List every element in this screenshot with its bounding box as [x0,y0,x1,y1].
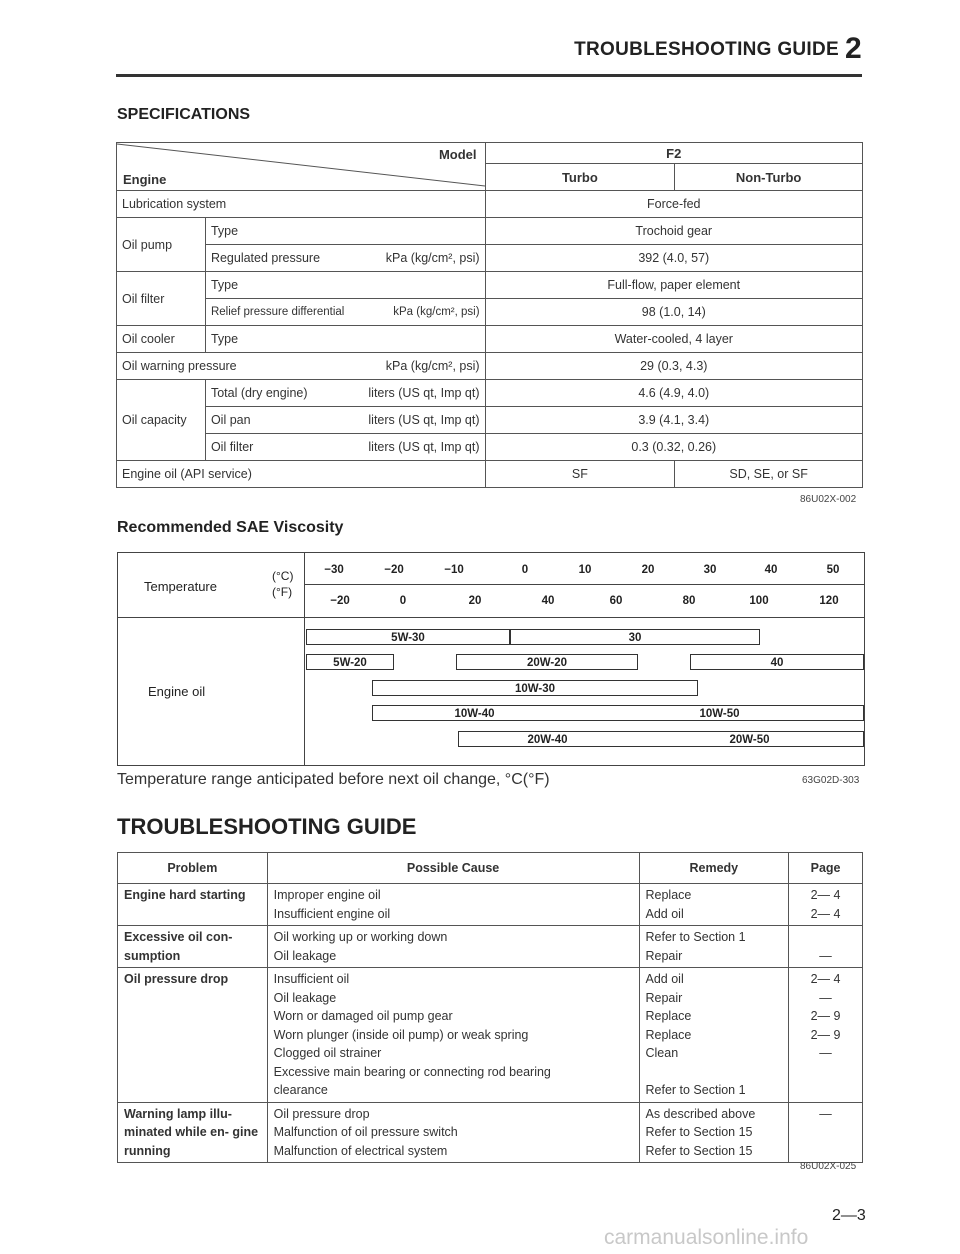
capacity-filter-value: 0.3 (0.32, 0.26) [485,434,862,461]
page-line: 2— 4 [810,888,841,902]
cause-line: Worn or damaged oil pump gear [273,1009,453,1023]
watermark: carmanualsonline.info [604,1226,809,1249]
temperature-label: Temperature [144,579,217,594]
corner-model-label: Model [438,147,477,162]
cause-line: Oil leakage [273,990,337,1005]
problem-cell: Oil pressure drop [118,968,268,1103]
tick-c: 0 [521,564,529,576]
page-header [574,32,862,66]
grade-band: 5W-20 [306,654,394,670]
section-number: 2 [845,32,862,65]
remedy-line: Refer to Section 1 [645,1083,746,1097]
remedy-line: Repair [645,948,683,963]
engine-oil-turbo: SF [485,461,675,488]
reg-label: Regulated pressure [210,251,321,265]
table-row [118,968,863,1103]
remedy-line: Add oil [645,906,684,921]
page-number: 2—3 [832,1207,866,1224]
problem-cell: Warning lamp illu- minated while en- gine running [118,1102,268,1163]
cause-cell [267,926,639,968]
tick-c: 40 [764,564,778,576]
tick-f: 0 [399,595,407,607]
page-line: 2— 4 [810,906,841,921]
header-title: TROUBLESHOOTING GUIDE [574,39,839,60]
remedy-line: Refer to Section 15 [645,1125,753,1139]
cause-line: Worn plunger (inside oil pump) or weak spring [273,1027,529,1042]
warning-label: Oil warning pressure [122,359,237,373]
cause-line: Malfunction of oil pressure switch [273,1125,458,1139]
regulated-pressure-value: 392 (4.0, 57) [485,245,862,272]
capacity-total-label [205,380,485,407]
remedy-cell [639,968,789,1103]
tick-f: −20 [330,595,350,607]
tick-c: 50 [826,564,840,576]
header-rule [116,74,862,77]
oil-filter-type-value: Full-flow, paper element [485,272,862,299]
grade-band: 40 [690,654,864,670]
page-line: — [819,1106,832,1121]
reg-unit: kPa (kg/cm², psi) [385,251,480,265]
tick-c: 10 [578,564,592,576]
remedy-line: Refer to Section 15 [645,1143,753,1158]
engine-oil-nonturbo: SD, SE, or SF [675,461,863,488]
problem-cell: Excessive oil con- sumption [118,926,268,968]
capacity-filter-name: Oil filter [210,440,254,454]
remedy-line: Add oil [645,972,684,986]
remedy-cell [639,1102,789,1163]
remedy-line: Replace [645,888,692,902]
tick-c: −30 [324,564,344,576]
page-line: — [819,990,832,1005]
capacity-filter-unit: liters (US qt, Imp qt) [368,440,480,454]
oil-pump-type-value: Trochoid gear [485,218,862,245]
col-cause: Possible Cause [267,853,639,884]
oil-capacity-group: Oil capacity [117,380,206,461]
cause-cell [267,968,639,1103]
corner-diagonal [117,143,485,187]
capacity-total-unit: liters (US qt, Imp qt) [368,386,480,400]
cause-line: Clogged oil strainer [273,1046,382,1060]
remedy-line: As described above [645,1106,756,1121]
remedy-line: Repair [645,990,683,1005]
warning-unit: kPa (kg/cm², psi) [385,359,480,373]
grade-band: 20W-50 [636,731,864,747]
page-line: 2— 4 [810,972,841,986]
viscosity-heading: Recommended SAE Viscosity [117,519,344,536]
grade-band: 30 [510,629,760,645]
engine-oil-chart-label: Engine oil [148,684,206,699]
capacity-filter-label [205,434,485,461]
cause-line: Insufficient oil [273,972,350,986]
nonturbo-header: Non-Turbo [675,164,863,191]
table-row [118,926,863,968]
specifications-table [116,142,863,488]
viscosity-code: 63G02D-303 [802,775,860,786]
tick-f: 20 [468,595,482,607]
capacity-total-value: 4.6 (4.9, 4.0) [485,380,862,407]
grade-band: 10W-50 [576,705,864,721]
page-cell [789,1102,863,1163]
relief-unit: kPa (kg/cm², psi) [393,306,480,318]
tick-f: 120 [819,595,839,607]
capacity-pan-unit: liters (US qt, Imp qt) [368,413,480,427]
corner-engine-label: Engine [123,172,167,187]
table-corner [117,143,486,191]
lubrication-value: Force-fed [485,191,862,218]
unit-celsius: (°C) [272,569,294,583]
oil-pump-type-label: Type [205,218,485,245]
oil-pump-group: Oil pump [117,218,206,272]
tick-f: 40 [541,595,555,607]
engine-oil-label: Engine oil (API service) [117,461,486,488]
cause-line: Malfunction of electrical system [273,1143,448,1158]
page-line: 2— 9 [810,1027,841,1042]
tick-f: 80 [682,595,696,607]
relief-label: Relief pressure differential [210,306,345,318]
tick-f: 60 [609,595,623,607]
col-remedy: Remedy [639,853,789,884]
lubrication-label: Lubrication system [117,191,486,218]
table-row [118,1102,863,1163]
tick-c: −10 [444,564,464,576]
unit-fahrenheit: (°F) [272,585,293,599]
cause-cell [267,1102,639,1163]
oil-cooler-group: Oil cooler [117,326,206,353]
oil-filter-group: Oil filter [117,272,206,326]
remedy-line: Clean [645,1046,679,1060]
grade-band: 10W-40 [372,705,576,721]
page-cell [789,926,863,968]
col-page: Page [789,853,863,884]
cause-line: Improper engine oil [273,888,381,902]
tick-c: 20 [641,564,655,576]
viscosity-caption: Temperature range anticipated before next oil change, °C(°F) [117,771,550,788]
capacity-total-name: Total (dry engine) [210,386,308,400]
cause-line: Oil working up or working down [273,930,448,944]
grade-band: 20W-40 [458,731,636,747]
spec-code: 86U02X-002 [800,494,857,505]
tick-c: −20 [384,564,404,576]
capacity-pan-label [205,407,485,434]
relief-pressure-label [205,299,485,326]
cause-cell [267,884,639,926]
capacity-pan-value: 3.9 (4.1, 3.4) [485,407,862,434]
page-cell [789,884,863,926]
guide-code: 86U02X-025 [800,1161,857,1172]
cause-line: Oil leakage [273,948,337,963]
page-cell [789,968,863,1103]
remedy-line: Refer to Section 1 [645,930,746,944]
oil-cooler-type-label: Type [205,326,485,353]
cause-line: Insufficient engine oil [273,906,391,921]
temp-scale-line [304,584,864,585]
capacity-pan-name: Oil pan [210,413,251,427]
remedy-line: Replace [645,1027,692,1042]
regulated-pressure-label [205,245,485,272]
grade-band: 20W-20 [456,654,638,670]
model-header: F2 [485,143,862,164]
viscosity-chart [117,552,865,766]
grade-band: 10W-30 [372,680,698,696]
tick-f: 100 [749,595,769,607]
remedy-cell [639,884,789,926]
page-line: — [819,1046,832,1060]
table-row [118,884,863,926]
warning-pressure-value: 29 (0.3, 4.3) [485,353,862,380]
page-line: 2— 9 [810,1009,841,1023]
cause-line: Excessive main bearing or connecting rod bearing clearance [273,1064,551,1097]
col-problem: Problem [118,853,268,884]
remedy-line: Replace [645,1009,692,1023]
remedy-line [646,1063,783,1082]
tick-c: 30 [703,564,717,576]
page-line: — [819,948,832,963]
guide-heading: TROUBLESHOOTING GUIDE [117,814,417,839]
relief-pressure-value: 98 (1.0, 14) [485,299,862,326]
oil-cooler-type-value: Water-cooled, 4 layer [485,326,862,353]
cause-line: Oil pressure drop [273,1106,370,1121]
warning-pressure-label [117,353,486,380]
page-line [795,928,856,947]
problem-cell: Engine hard starting [118,884,268,926]
troubleshooting-table [117,852,863,1163]
oil-filter-type-label: Type [205,272,485,299]
chart-divider-horizontal [118,617,864,618]
turbo-header: Turbo [485,164,675,191]
grade-band: 5W-30 [306,629,510,645]
remedy-cell [639,926,789,968]
specifications-heading: SPECIFICATIONS [117,106,251,123]
